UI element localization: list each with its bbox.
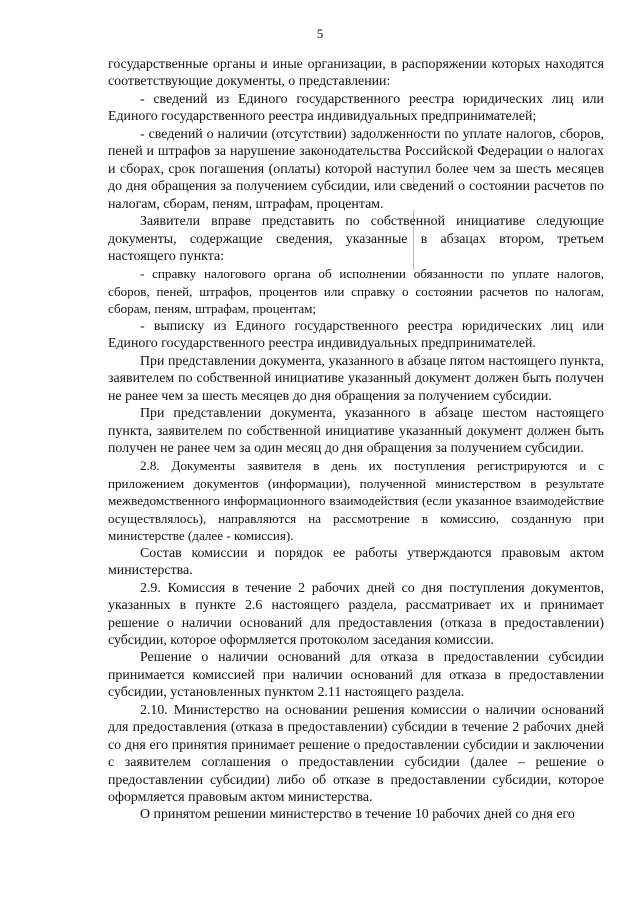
clause-2-8: 2.8. Документы заявителя в день их поступления регистрируются и с приложением документов (информации), полученной министерством в результате межведомственного информационного взаимодействия (если указанное взаимодействие осуществлялось), направляются на рассмотрение в комиссию, созданную при министерстве (далее - комиссия). bbox=[108, 458, 604, 544]
list-item-egrul-info: - сведений из Единого государственного реестра юридических лиц или Единого государственного реестра индивидуальных предпринимателей; bbox=[108, 91, 604, 125]
clause-2-9: 2.9. Комиссия в течение 2 рабочих дней со дня поступления документов, указанных в пункте 2.6 настоящего раздела, рассматривает их и принимает решение о наличии оснований для предоставления (отказа в предоставлении) субсидии, которое оформляется протоколом заседания комиссии. bbox=[108, 580, 604, 648]
paragraph-fifth-document-term: При представлении документа, указанного в абзаце пятом настоящего пункта, заявителем по собственной инициативе указанный документ должен быть получен не ранее чем за шесть месяцев до дня обращения за получением субсидии. bbox=[108, 353, 604, 404]
paragraph-refusal-decision: Решение о наличии оснований для отказа в предоставлении субсидии принимается комиссией при наличии оснований для отказа в предоставлении субсидии, установленных пунктом 2.11 настоящего раздела. bbox=[108, 650, 604, 701]
list-item-tax-certificate: - справку налогового органа об исполнении обязанности по уплате налогов, сборов, пеней, штрафов, процентов или справку о состоянии расчетов по налогам, сборам, пеням, штрафам, процентам; bbox=[108, 266, 604, 317]
list-item-tax-debt-info: - сведений о наличии (отсутствии) задолженности по уплате налогов, сборов, пеней и штрафов за нарушение законодательства Российской Федерации о налогах и сборах, срок погашения (оплаты) которой наступил более чем за шесть месяцев до дня обращения за получением субсидии, или сведений о состоянии расчетов по налогам, сборам, пеням, штрафам, процентам. bbox=[108, 126, 604, 212]
page-number: 5 bbox=[316, 26, 324, 41]
list-item-egrul-extract: - выписку из Единого государственного реестра юридических лиц или Единого государственного реестра индивидуальных предпринимателей. bbox=[108, 318, 604, 352]
paragraph-sixth-document-term: При представлении документа, указанного в абзаце шестом настоящего пункта, заявителем по собственной инициативе указанный документ должен быть получен не ранее чем за один месяц до дня обращения за получением субсидии. bbox=[108, 406, 604, 456]
paragraph-applicant-right: Заявители вправе представить по собственной инициативе следующие документы, содержащие сведения, указанные в абзацах втором, третьем настоящего пункта: bbox=[108, 214, 604, 264]
clause-2-10: 2.10. Министерство на основании решения комиссии о наличии оснований для предоставления (отказа в предоставлении) субсидии в течение 2 рабочих дней со дня его принятия принимает решение о предоставлении субсидии и заключении с заявителем соглашения о предоставлении субсидии (далее – решение о предоставлении субсидии) либо об отказе в предоставлении субсидии, которое оформляется правовым актом министерства. bbox=[108, 702, 604, 806]
paragraph-continuation: государственные органы и иные организации, в распоряжении которых находятся соответствующие документы, о представлении: bbox=[108, 57, 604, 90]
paragraph-commission-composition: Состав комиссии и порядок ее работы утверждаются правовым актом министерства. bbox=[108, 545, 604, 579]
document-body bbox=[108, 56, 604, 824]
paragraph-decision-notice: О принятом решении министерство в течение 10 рабочих дней со дня его bbox=[140, 807, 575, 823]
